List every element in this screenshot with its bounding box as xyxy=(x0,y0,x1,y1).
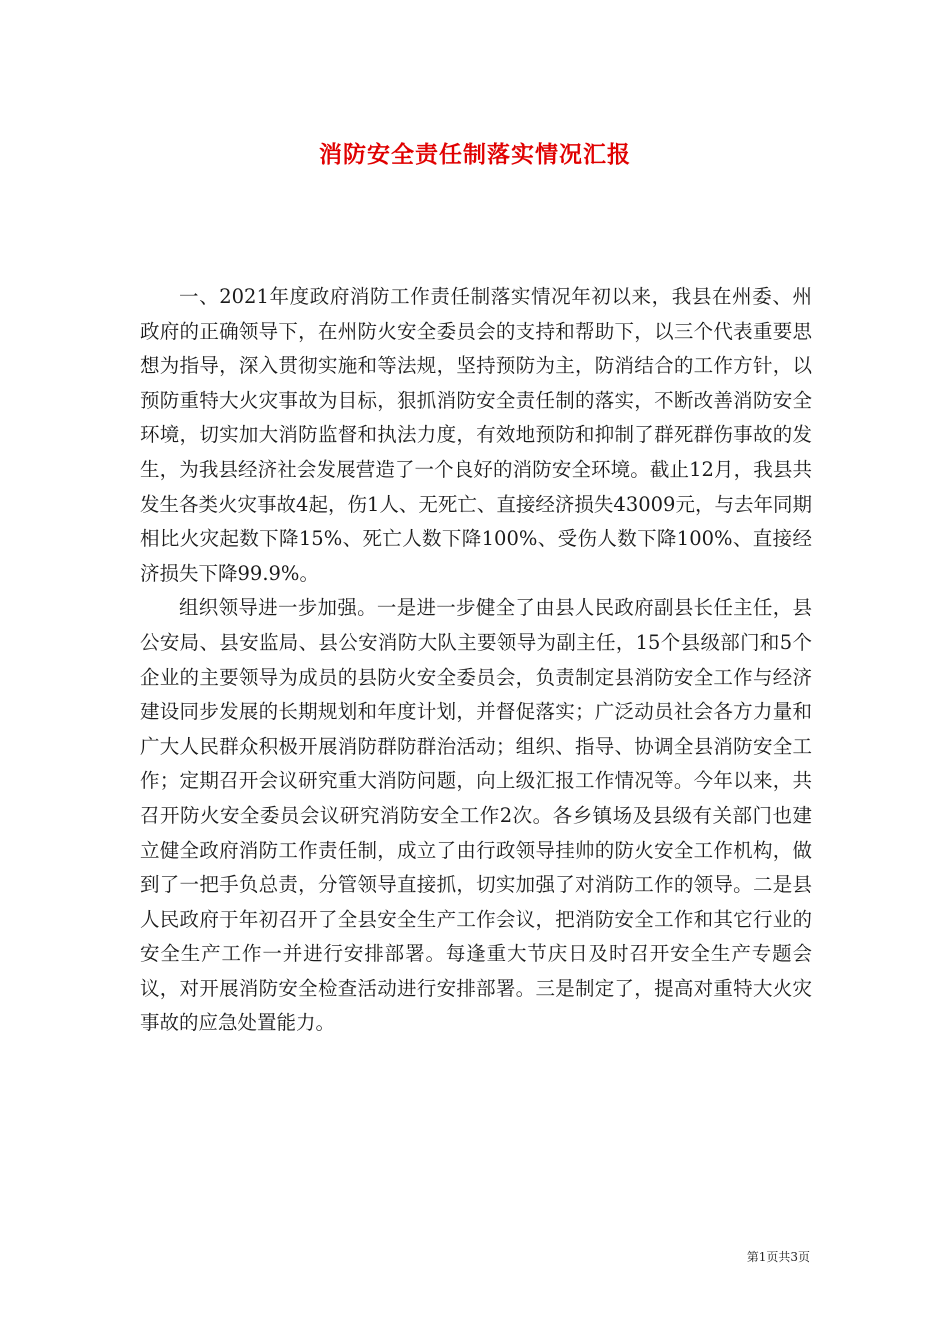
paragraph-1: 一、2021年度政府消防工作责任制落实情况年初以来，我县在州委、州政府的正确领导下，在州防火安全委员会的支持和帮助下，以三个代表重要思想为指导，深入贯彻实施和等法规，坚持预防为主，防消结合的工作方针，以预防重特大火灾事故为目标，狠抓消防安全责任制的落实，不断改善消防安全环境，切实加大消防监督和执法力度，有效地预防和抑制了群死群伤事故的发生，为我县经济社会发展营造了一个良好的消防安全环境。截止12月，我县共发生各类火灾事故4起，伤1人、无死亡、直接经济损失43009元，与去年同期相比火灾起数下降15%、死亡人数下降100%、受伤人数下降100%、直接经济损失下降99.9%。 xyxy=(140,285,812,585)
paragraph-2: 组织领导进一步加强。一是进一步健全了由县人民政府副县长任主任，县公安局、县安监局、县公安消防大队主要领导为副主任，15个县级部门和5个企业的主要领导为成员的县防火安全委员会，负责制定县消防安全工作与经济建设同步发展的长期规划和年度计划，并督促落实；广泛动员社会各方力量和广大人民群众积极开展消防群防群治活动；组织、指导、协调全县消防安全工作；定期召开会议研究重大消防问题，向上级汇报工作情况等。今年以来，共召开防火安全委员会议研究消防安全工作2次。各乡镇场及县级有关部门也建立健全政府消防工作责任制，成立了由行政领导挂帅的防火安全工作机构，做到了一把手负总责，分管领导直接抓，切实加强了对消防工作的领导。二是县人民政府于年初召开了全县安全生产工作会议，把消防安全工作和其它行业的安全生产工作一并进行安排部署。每逢重大节庆日及时召开安全生产专题会议，对开展消防安全检查活动进行安排部署。三是制定了，提高对重特大火灾事故的应急处置能力。 xyxy=(140,596,812,1035)
document-title: 消防安全责任制落实情况汇报 xyxy=(319,141,631,168)
document-body xyxy=(140,280,812,1041)
page-number: 第1页共3页 xyxy=(746,1250,810,1264)
